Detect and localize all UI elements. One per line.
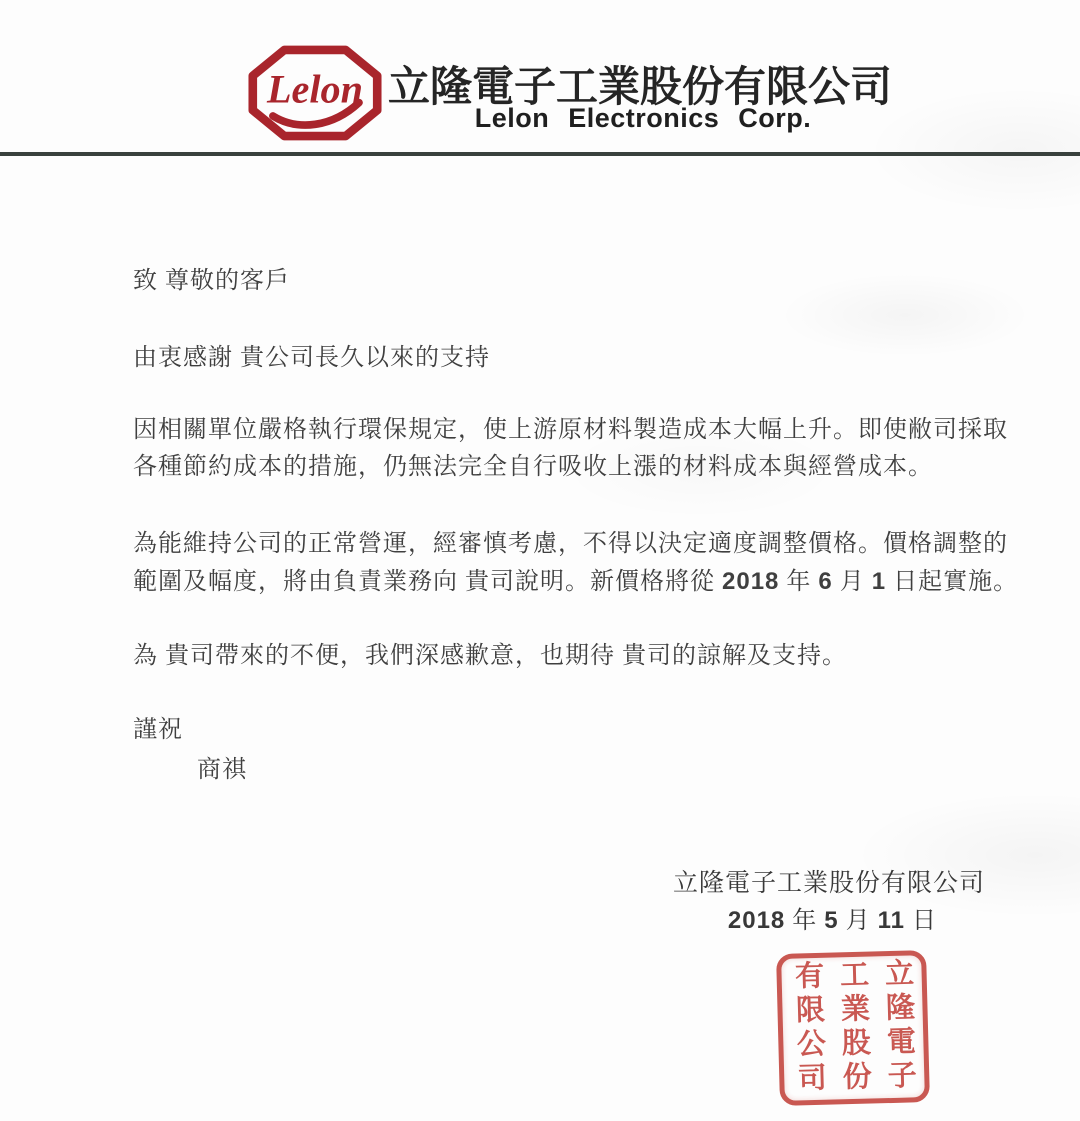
signature-date: 2018 年 5 月 11 日	[727, 907, 937, 934]
paragraph-price-adjustment-line-2: 範圍及幅度，將由負責業務向 貴司說明。新價格將從 2018 年 6 月 1 日起實施。	[133, 568, 1019, 595]
opening-thanks-line: 由衷感謝 貴公司長久以來的支持	[133, 345, 490, 371]
lelon-logo	[248, 44, 382, 142]
paragraph-cost-increase	[133, 412, 1008, 486]
header-divider	[0, 152, 1080, 156]
logo-wordmark: Lelon	[267, 66, 363, 112]
closing-wish: 商祺	[197, 757, 247, 783]
paragraph-cost-increase-line-2: 各種節約成本的措施，仍無法完全自行吸收上漲的材料成本與經營成本。	[133, 454, 933, 480]
paragraph-cost-increase-line-1: 因相關單位嚴格執行環保規定，使上游原材料製造成本大幅上升。即使敝司採取	[133, 417, 1008, 443]
paragraph-price-adjustment-line-1: 為能維持公司的正常營運，經審慎考慮，不得以決定適度調整價格。價格調整的	[133, 531, 1008, 557]
company-name-zh: 立隆電子工業股份有限公司	[388, 63, 893, 110]
closing-salute: 謹祝	[133, 717, 183, 743]
lelon-logo-graphic	[248, 44, 382, 142]
paragraph-price-adjustment	[133, 526, 1018, 601]
paragraph-apology: 為 貴司帶來的不便，我們深感歉意，也期待 貴司的諒解及支持。	[133, 643, 847, 669]
company-name-en: Lelon Electronics Corp.	[474, 103, 812, 133]
signature-company-name: 立隆電子工業股份有限公司	[672, 870, 985, 897]
company-seal-text: 立隆電子工業股份有限公司	[790, 957, 917, 1097]
salutation-line: 致 尊敬的客戶	[133, 268, 290, 294]
company-seal-stamp	[776, 950, 930, 1106]
